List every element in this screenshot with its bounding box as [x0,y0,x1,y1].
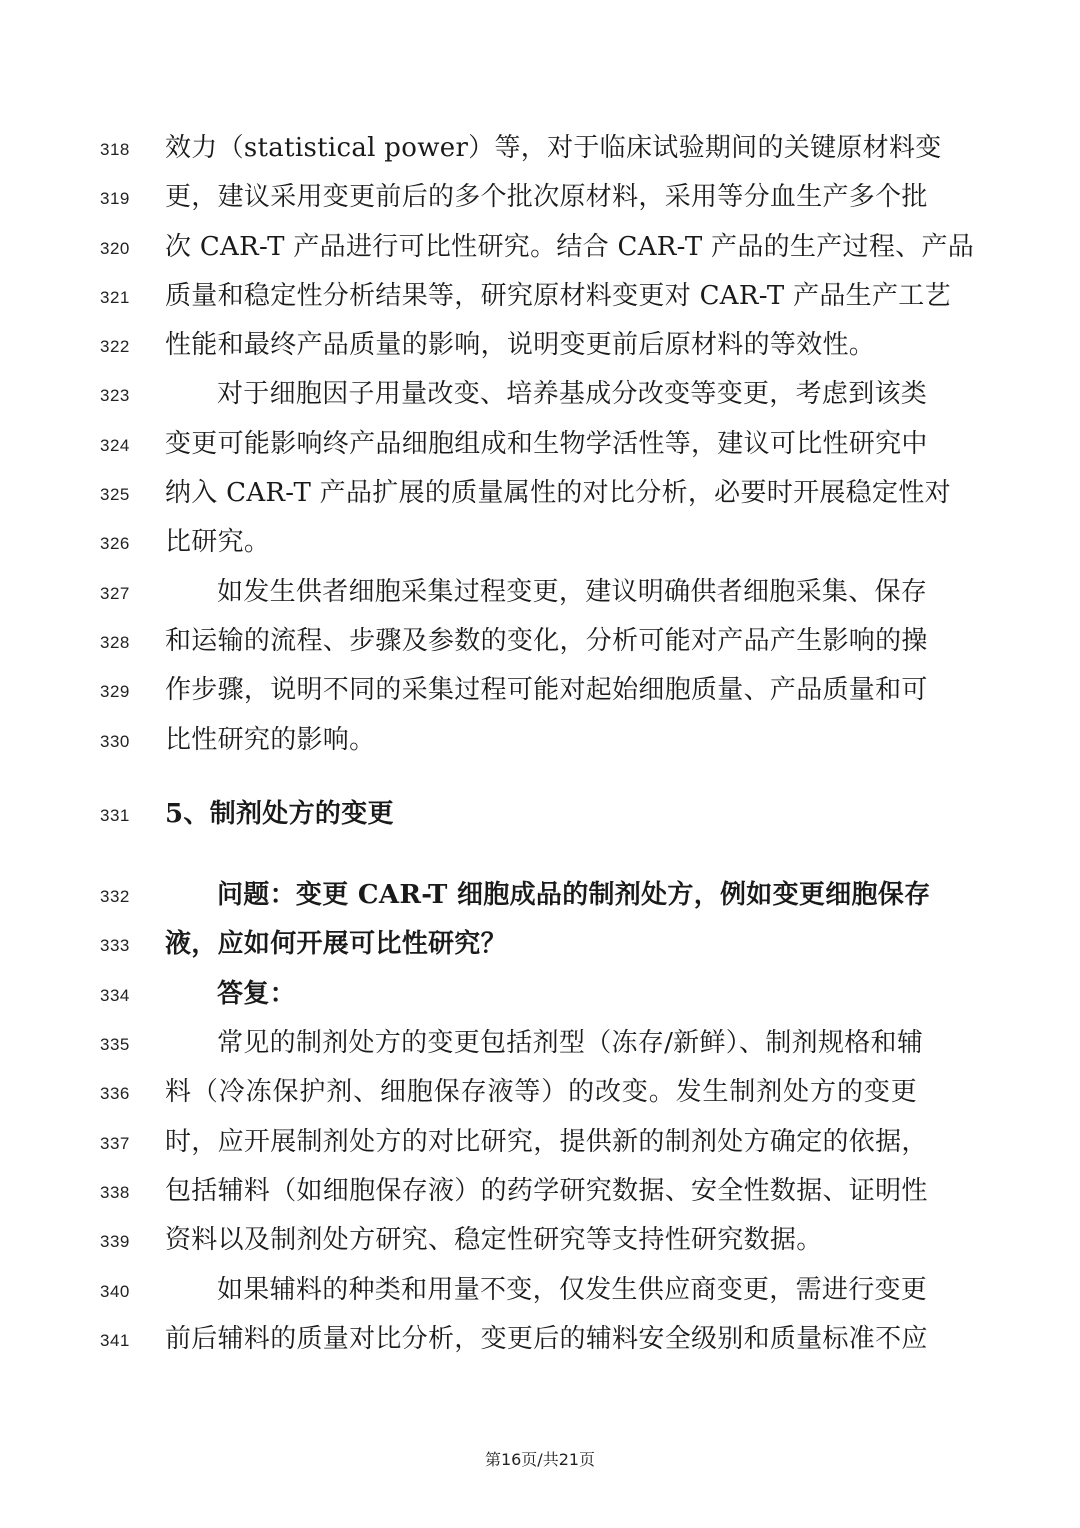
question-text: 问题：变更 CAR-T 细胞成品的制剂处方，例如变更细胞保存 [217,880,931,910]
text-line [0,374,1080,414]
line-text: 纳入 CAR-T 产品扩展的质量属性的对比分析，必要时开展稳定性对 [165,478,951,508]
text-line [0,325,1080,365]
line-number: 338 [100,1183,130,1202]
line-number: 331 [100,806,130,825]
line-number: 332 [100,887,130,906]
text-line [0,128,1080,168]
line-number: 328 [100,633,130,652]
line-text: 时，应开展制剂处方的对比研究，提供新的制剂处方确定的依据， [165,1127,928,1157]
line-number: 325 [100,485,130,504]
answer-label: 答复： [217,979,296,1009]
line-number: 339 [100,1232,130,1251]
line-text: 如果辅料的种类和用量不变，仅发生供应商变更，需进行变更 [217,1275,928,1305]
line-text: 资料以及制剂处方研究、稳定性研究等支持性研究数据。 [165,1225,823,1255]
line-text: 包括辅料（如细胞保存液）的药学研究数据、安全性数据、证明性 [165,1176,928,1206]
line-text: 性能和最终产品质量的影响，说明变更前后原材料的等效性。 [165,330,876,360]
line-number: 335 [100,1035,130,1054]
line-text: 变更可能影响终产品细胞组成和生物学活性等，建议可比性研究中 [165,429,928,459]
text-line [0,1171,1080,1211]
line-number: 327 [100,584,130,603]
line-text: 比研究。 [165,527,271,557]
text-line [0,621,1080,661]
line-number: 318 [100,140,130,159]
line-text: 作步骤，说明不同的采集过程可能对起始细胞质量、产品质量和可 [165,675,928,705]
line-number: 336 [100,1084,130,1103]
line-text: 和运输的流程、步骤及参数的变化，分析可能对产品产生影响的操 [165,626,928,656]
line-text: 更，建议采用变更前后的多个批次原材料，采用等分血生产多个批 [165,182,928,212]
line-number: 321 [100,288,130,307]
line-number: 333 [100,936,130,955]
line-text: 料（冷冻保护剂、细胞保存液等）的改变。发生制剂处方的变更 [165,1077,917,1107]
text-line [0,720,1080,760]
text-line [0,1220,1080,1260]
line-number: 334 [100,986,130,1005]
text-line [0,572,1080,612]
line-number: 329 [100,682,130,701]
question-text: 液，应如何开展可比性研究？ [165,929,507,959]
heading-text: 5、制剂处方的变更 [165,799,394,829]
text-line [0,670,1080,710]
line-number: 340 [100,1282,130,1301]
line-text: 如发生供者细胞采集过程变更，建议明确供者细胞采集、保存 [217,577,928,607]
question-line [0,875,1080,915]
text-line [0,227,1080,267]
line-number: 341 [100,1331,130,1350]
text-line [0,276,1080,316]
line-number: 324 [100,436,130,455]
line-number: 320 [100,239,130,258]
line-text: 比性研究的影响。 [165,725,376,755]
text-line [0,177,1080,217]
line-number: 337 [100,1134,130,1153]
text-line [0,1122,1080,1162]
page-footer: 第16页/共21页 [484,1450,596,1469]
text-line [0,522,1080,562]
line-text: 对于细胞因子用量改变、培养基成分改变等变更，考虑到该类 [217,379,928,409]
text-line [0,1072,1080,1112]
line-number: 330 [100,732,130,751]
text-line [0,1319,1080,1359]
line-text: 前后辅料的质量对比分析，变更后的辅料安全级别和质量标准不应 [165,1324,928,1354]
line-number: 323 [100,386,130,405]
section-heading [0,794,1080,834]
answer-label-line [0,974,1080,1014]
text-line [0,473,1080,513]
line-number: 322 [100,337,130,356]
line-text: 次 CAR-T 产品进行可比性研究。结合 CAR-T 产品的生产过程、产品 [165,232,975,262]
line-text: 效力（statistical power）等，对于临床试验期间的关键原材料变 [165,133,942,163]
line-text: 常见的制剂处方的变更包括剂型（冻存/新鲜）、制剂规格和辅 [217,1028,924,1058]
text-line [0,1023,1080,1063]
line-text: 质量和稳定性分析结果等，研究原材料变更对 CAR-T 产品生产工艺 [165,281,951,311]
question-line [0,924,1080,964]
text-line [0,1270,1080,1310]
line-number: 319 [100,189,130,208]
line-number: 326 [100,534,130,553]
text-line [0,424,1080,464]
